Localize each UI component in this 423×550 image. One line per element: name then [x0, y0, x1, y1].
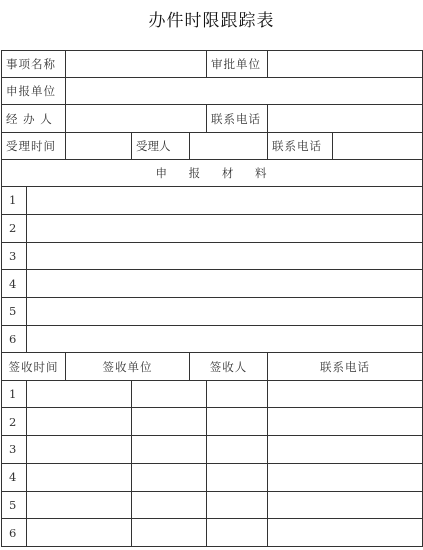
signoff-person-cell[interactable]: [207, 463, 268, 491]
applicant-unit-label: 申报单位: [2, 78, 66, 105]
signoff-time-cell[interactable]: [27, 436, 132, 464]
signoff-row: [2, 491, 423, 519]
material-row: [2, 214, 423, 242]
contact-phone-2-label: 联系电话: [268, 132, 333, 159]
signoff-row-number: 2: [2, 408, 27, 436]
material-row: [2, 242, 423, 270]
approval-unit-label: 审批单位: [207, 51, 268, 78]
signoff-row-number: 6: [2, 519, 27, 547]
material-row: [2, 325, 423, 353]
row-signoff-header: [2, 353, 423, 380]
row-item-name: [2, 51, 423, 78]
signoff-unit-cell[interactable]: [132, 408, 207, 436]
signoff-time-cell[interactable]: [27, 491, 132, 519]
signoff-person-cell[interactable]: [207, 408, 268, 436]
signoff-phone-cell[interactable]: [268, 491, 423, 519]
item-name-field[interactable]: [66, 51, 207, 78]
signoff-row: [2, 463, 423, 491]
row-applicant-unit: [2, 78, 423, 105]
signoff-phone-cell[interactable]: [268, 519, 423, 547]
signoff-unit-cell[interactable]: [132, 436, 207, 464]
material-row-number: 5: [2, 297, 27, 325]
applicant-unit-field[interactable]: [66, 78, 423, 105]
handler-label: 经 办 人: [2, 105, 66, 132]
row-materials-header: [2, 159, 423, 186]
signoff-unit-header: 签收单位: [66, 353, 190, 380]
signoff-time-cell[interactable]: [27, 519, 132, 547]
signoff-row-number: 5: [2, 491, 27, 519]
material-row-number: 1: [2, 187, 27, 215]
signoff-person-cell[interactable]: [207, 519, 268, 547]
signoff-row: [2, 408, 423, 436]
material-row-field[interactable]: [27, 242, 423, 270]
material-row-field[interactable]: [27, 325, 423, 353]
tracking-form-table: [1, 50, 423, 547]
material-row-number: 6: [2, 325, 27, 353]
material-row: [2, 297, 423, 325]
signoff-phone-cell[interactable]: [268, 463, 423, 491]
handler-field[interactable]: [66, 105, 207, 132]
materials-section-title: 申 报 材 料: [2, 159, 423, 186]
material-row: [2, 187, 423, 215]
approval-unit-field[interactable]: [268, 51, 423, 78]
acceptance-time-field[interactable]: [66, 132, 132, 159]
material-row-field[interactable]: [27, 270, 423, 298]
material-row-number: 2: [2, 214, 27, 242]
material-row-field[interactable]: [27, 214, 423, 242]
signoff-phone-cell[interactable]: [268, 380, 423, 408]
contact-phone-2-field[interactable]: [333, 132, 423, 159]
signoff-row-number: 4: [2, 463, 27, 491]
signoff-time-cell[interactable]: [27, 408, 132, 436]
signoff-time-cell[interactable]: [27, 463, 132, 491]
row-handler: [2, 105, 423, 132]
receiver-label: 受理人: [132, 132, 190, 159]
signoff-time-cell[interactable]: [27, 380, 132, 408]
material-row-field[interactable]: [27, 297, 423, 325]
signoff-row: [2, 380, 423, 408]
signoff-unit-cell[interactable]: [132, 519, 207, 547]
receiver-field[interactable]: [190, 132, 268, 159]
signoff-person-cell[interactable]: [207, 436, 268, 464]
signoff-person-header: 签收人: [190, 353, 268, 380]
material-row-field[interactable]: [27, 187, 423, 215]
signoff-unit-cell[interactable]: [132, 380, 207, 408]
material-row-number: 4: [2, 270, 27, 298]
signoff-row-number: 1: [2, 380, 27, 408]
material-row: [2, 270, 423, 298]
signoff-unit-cell[interactable]: [132, 491, 207, 519]
contact-phone-label: 联系电话: [207, 105, 268, 132]
item-name-label: 事项名称: [2, 51, 66, 78]
acceptance-time-label: 受理时间: [2, 132, 66, 159]
signoff-time-header: 签收时间: [2, 353, 66, 380]
signoff-row-number: 3: [2, 436, 27, 464]
page-title: 办件时限跟踪表: [148, 11, 275, 31]
signoff-person-cell[interactable]: [207, 380, 268, 408]
signoff-phone-cell[interactable]: [268, 436, 423, 464]
contact-phone-field[interactable]: [268, 105, 423, 132]
signoff-row: [2, 519, 423, 547]
row-acceptance: [2, 132, 423, 159]
signoff-phone-header: 联系电话: [268, 353, 423, 380]
signoff-phone-cell[interactable]: [268, 408, 423, 436]
signoff-row: [2, 436, 423, 464]
signoff-person-cell[interactable]: [207, 491, 268, 519]
signoff-unit-cell[interactable]: [132, 463, 207, 491]
material-row-number: 3: [2, 242, 27, 270]
